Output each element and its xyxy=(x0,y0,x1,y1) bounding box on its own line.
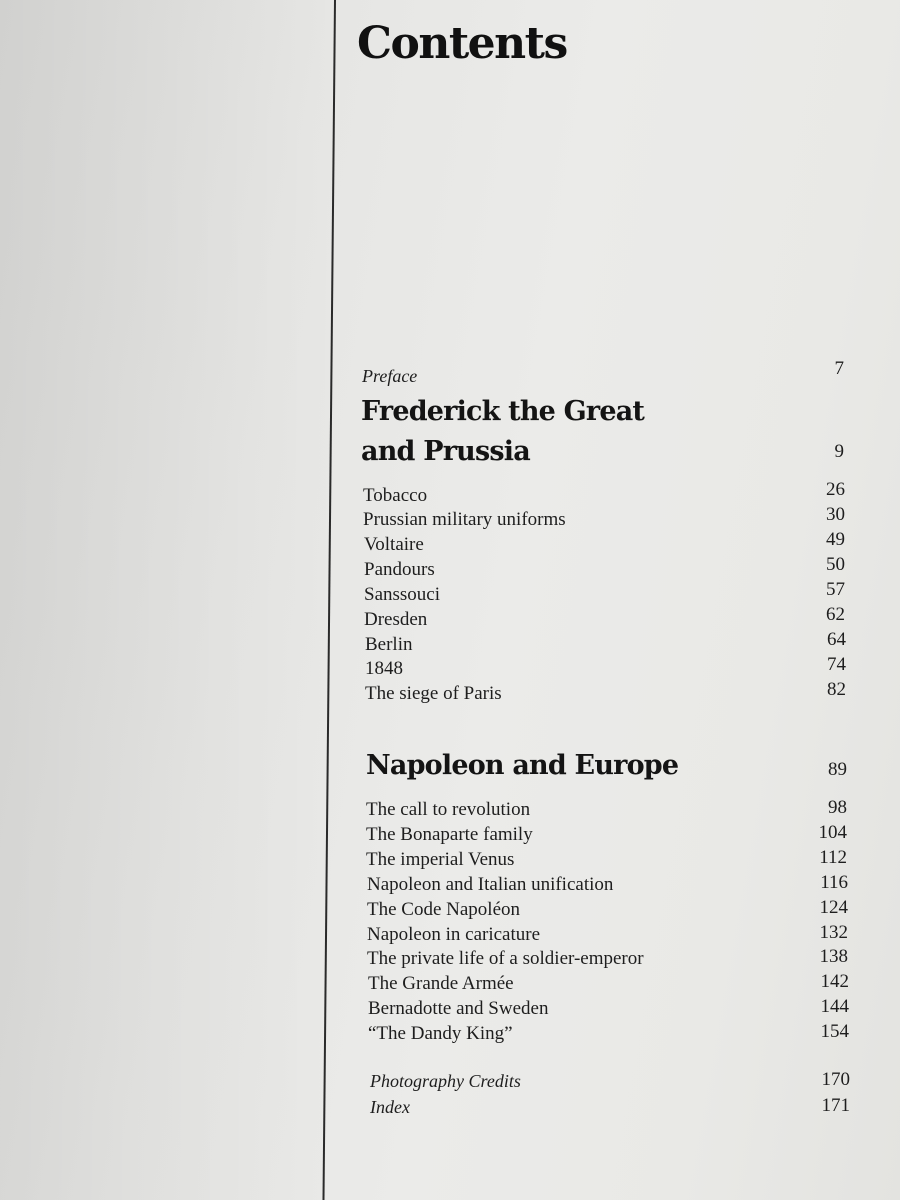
toc-entry-photography-credits: Photography Credits xyxy=(370,1071,521,1091)
toc-page-preface: 7 xyxy=(834,358,844,379)
toc-entry: The Grande Armée xyxy=(368,973,514,994)
toc-page: 49 xyxy=(826,529,845,550)
toc-entry: Napoleon and Italian unification xyxy=(367,874,614,895)
toc-page: 116 xyxy=(820,872,848,893)
toc-page-index: 171 xyxy=(821,1095,850,1116)
toc-entry: Voltaire xyxy=(364,534,424,555)
toc-page: 50 xyxy=(826,554,845,575)
toc-entry: Tobacco xyxy=(363,485,428,506)
toc-entry: Bernadotte and Sweden xyxy=(368,998,549,1019)
toc-page: 62 xyxy=(826,604,845,625)
section-title-frederick-line1: Frederick the Great xyxy=(361,396,645,427)
section-title-napoleon: Napoleon and Europe xyxy=(366,750,679,781)
toc-entry: Napoleon in caricature xyxy=(367,924,541,945)
toc-page: 64 xyxy=(827,629,846,650)
toc-entry: The imperial Venus xyxy=(366,849,515,870)
toc-page: 104 xyxy=(818,822,847,843)
toc-entry: Prussian military uniforms xyxy=(363,509,566,530)
toc-page: 144 xyxy=(820,996,849,1017)
toc-entry: Berlin xyxy=(365,634,413,655)
toc-entry: 1848 xyxy=(365,658,403,679)
toc-page: 124 xyxy=(819,897,848,918)
section-page-frederick: 9 xyxy=(834,441,844,462)
toc-page: 154 xyxy=(820,1021,849,1042)
toc-page: 74 xyxy=(827,654,846,675)
toc-entry: The siege of Paris xyxy=(365,683,502,704)
toc-page: 98 xyxy=(828,797,847,818)
toc-entry-preface: Preface xyxy=(362,366,418,386)
toc-page: 138 xyxy=(819,946,848,967)
section-title-frederick-line2: and Prussia xyxy=(361,436,530,467)
page-title: Contents xyxy=(357,18,567,69)
toc-page: 57 xyxy=(826,579,845,600)
toc-entry-index: Index xyxy=(370,1097,410,1117)
toc-page: 142 xyxy=(820,971,849,992)
toc-entry: “The Dandy King” xyxy=(368,1023,513,1044)
toc-entry: The Code Napoléon xyxy=(367,899,521,920)
toc-entry: Dresden xyxy=(364,609,428,630)
toc-entry: The Bonaparte family xyxy=(366,824,533,845)
toc-page: 82 xyxy=(827,679,846,700)
toc-entry: Pandours xyxy=(364,559,435,580)
section-page-napoleon: 89 xyxy=(828,759,847,780)
toc-page: 30 xyxy=(826,504,845,525)
toc-page: 26 xyxy=(826,479,845,500)
toc-page-photography-credits: 170 xyxy=(821,1069,850,1090)
toc-entry: Sanssouci xyxy=(364,584,440,605)
toc-entry: The call to revolution xyxy=(366,799,531,820)
toc-entry: The private life of a soldier-emperor xyxy=(367,948,644,969)
toc-page: 132 xyxy=(819,922,848,943)
toc-page: 112 xyxy=(819,847,847,868)
